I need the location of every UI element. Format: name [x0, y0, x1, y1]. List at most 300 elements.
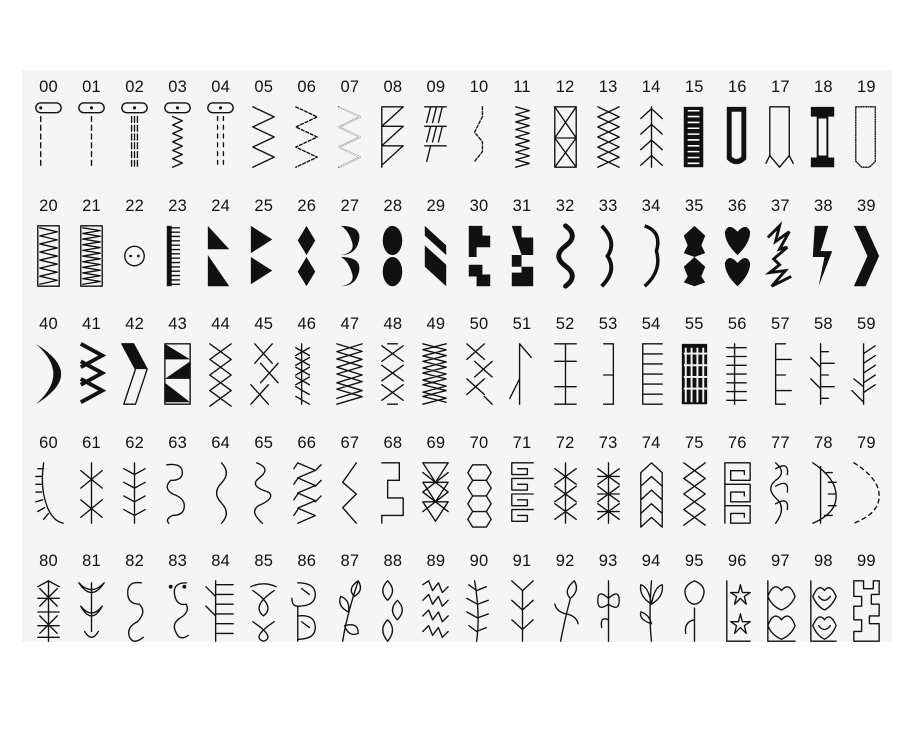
stitch-number: 55 — [684, 315, 704, 333]
stitch-number: 98 — [814, 552, 833, 570]
curl-vine-icon — [159, 576, 196, 648]
feather-zigzag-icon — [288, 458, 325, 530]
stitch-cell — [673, 552, 716, 652]
fan-comb-icon — [202, 576, 239, 648]
satin-block-icon — [504, 221, 541, 293]
stitch-cell — [27, 197, 70, 297]
stitch-number: 40 — [39, 315, 58, 333]
stitch-number: 87 — [340, 552, 360, 570]
satin-arrow-icon — [245, 221, 282, 293]
stitch-cell — [845, 315, 888, 415]
stitch-number: 23 — [168, 196, 188, 215]
stitch-number: 78 — [814, 433, 833, 452]
block-comb-stitch-icon — [676, 339, 713, 411]
tulip-bud-icon — [676, 576, 713, 648]
stitch-number: 64 — [211, 433, 231, 452]
button-sew-icon — [116, 221, 153, 293]
snowflake-stitch-icon — [547, 458, 584, 530]
stitch-cell — [630, 552, 673, 652]
triple-zigzag-icon — [331, 102, 368, 174]
buttonhole-keyhole-icon — [762, 102, 799, 174]
stitch-number: 36 — [727, 196, 747, 215]
stitch-number: 56 — [727, 315, 747, 333]
triple-straight-stitch-icon — [116, 102, 153, 174]
stitch-number: 92 — [555, 552, 575, 570]
stitch-number: 93 — [598, 552, 618, 570]
stitch-number: 43 — [168, 315, 188, 333]
feather-stitch-icon — [633, 102, 670, 174]
straight-left-stitch-icon — [30, 102, 67, 174]
basting-stitch-icon — [202, 102, 239, 174]
stitch-number: 90 — [469, 552, 489, 570]
stitch-cell — [285, 434, 328, 534]
stitch-number: 95 — [684, 552, 704, 570]
stitch-number: 68 — [383, 433, 403, 452]
buttonhole-round-icon — [719, 102, 756, 174]
stitch-number: 28 — [383, 196, 403, 215]
stitch-cell — [802, 78, 845, 178]
stitch-number: 22 — [125, 196, 144, 215]
zigzag-tree-icon — [417, 576, 454, 648]
ornate-heart-icon — [805, 576, 842, 648]
stitch-number: 15 — [684, 78, 704, 96]
stitch-cell — [716, 78, 759, 178]
stitch-number: 25 — [254, 196, 274, 215]
meander-icon — [504, 458, 541, 530]
zigzag-stitch-icon — [245, 102, 282, 174]
stitch-cell — [458, 315, 501, 415]
stitch-cell — [544, 78, 587, 178]
buttonhole-stretch-icon — [848, 102, 885, 174]
elastic-stitch-icon — [504, 102, 541, 174]
cross-overlock-stitch-icon — [590, 102, 627, 174]
fern-stitch-icon — [848, 339, 885, 411]
stitch-number: 70 — [469, 433, 489, 452]
stitch-cell — [27, 552, 70, 652]
stitch-number: 30 — [469, 196, 489, 215]
satin-diamond-icon — [288, 221, 325, 293]
stitch-cell — [371, 315, 414, 415]
stitch-number: 45 — [254, 315, 274, 333]
stitch-number: 67 — [340, 433, 360, 452]
wave-stitch-icon — [202, 458, 239, 530]
stitch-number: 72 — [555, 433, 575, 452]
offset-cross-icon — [461, 339, 498, 411]
chevron-line-icon — [331, 458, 368, 530]
heart-pair-icon — [762, 576, 799, 648]
stitch-number: 03 — [168, 78, 188, 96]
zigzag-bar-icon — [30, 221, 67, 293]
stitch-number: 12 — [555, 78, 575, 96]
curved-fringe-icon — [30, 458, 67, 530]
stitch-cell — [414, 197, 457, 297]
stitch-cell — [759, 434, 802, 534]
stitch-cell — [673, 78, 716, 178]
satin-arc-icon — [30, 339, 67, 411]
stitch-number: 27 — [340, 196, 360, 215]
stitch-number: 17 — [770, 78, 790, 96]
stitch-cell — [587, 434, 630, 534]
stitch-number: 49 — [426, 315, 446, 333]
stitch-number: 53 — [598, 315, 618, 333]
stitch-cell — [328, 315, 371, 415]
stitch-cell — [544, 552, 587, 652]
stitch-number: 16 — [727, 78, 747, 96]
stitch-cell — [242, 315, 285, 415]
serpentine-stitch-icon — [159, 458, 196, 530]
stitch-cell — [328, 78, 371, 178]
stitch-number: 89 — [426, 552, 446, 570]
stitch-number: 99 — [857, 552, 876, 570]
stitch-cell — [371, 434, 414, 534]
stitch-number: 05 — [254, 78, 274, 96]
triangle-block-icon — [159, 339, 196, 411]
stitch-number: 73 — [598, 433, 618, 452]
stitch-cell — [156, 78, 199, 178]
stitch-cell — [716, 434, 759, 534]
satin-step-icon — [461, 221, 498, 293]
stitch-cell — [156, 315, 199, 415]
stitch-cell — [199, 552, 242, 652]
stitch-cell — [759, 552, 802, 652]
stitch-number: 61 — [82, 433, 101, 452]
flower-fan-icon — [73, 576, 110, 648]
arrow-fern-icon — [504, 576, 541, 648]
stitch-cell — [242, 552, 285, 652]
stitch-number: 29 — [426, 196, 446, 215]
triangle-cross-icon — [417, 458, 454, 530]
leaf-vine-icon — [762, 458, 799, 530]
buttonhole-square-icon — [676, 102, 713, 174]
stitch-cell — [285, 315, 328, 415]
stem-stitch-icon — [159, 102, 196, 174]
bow-knot-icon — [245, 576, 282, 648]
stitch-number: 11 — [513, 78, 531, 96]
stitch-number: 02 — [125, 78, 144, 96]
stitch-cell — [673, 197, 716, 297]
stitch-cell — [113, 552, 156, 652]
star-stitch-icon — [73, 458, 110, 530]
stitch-number: 58 — [814, 315, 833, 333]
stitch-cell — [716, 552, 759, 652]
stitch-number: 65 — [254, 433, 274, 452]
stitch-cell — [544, 315, 587, 415]
stitch-cell — [630, 434, 673, 534]
stitch-number: 80 — [39, 552, 58, 570]
stitch-cell — [156, 434, 199, 534]
stitch-cell — [27, 434, 70, 534]
spine-stitch-icon — [719, 339, 756, 411]
stitch-cell — [414, 552, 457, 652]
stitch-cell — [501, 434, 544, 534]
stitch-cell — [458, 78, 501, 178]
stitch-cell — [501, 78, 544, 178]
stitch-number: 84 — [211, 552, 231, 570]
darning-stitch-icon — [159, 221, 196, 293]
stitch-number: 37 — [770, 196, 790, 215]
stitch-cell — [70, 552, 113, 652]
zigzag-wave-icon — [245, 458, 282, 530]
stitch-cell — [716, 315, 759, 415]
spiral-key-icon — [719, 458, 756, 530]
long-comb-stitch-icon — [762, 339, 799, 411]
blind-hem-stitch-icon — [374, 102, 411, 174]
stitch-number: 86 — [297, 552, 317, 570]
stitch-cell — [544, 197, 587, 297]
stitch-number: 91 — [512, 552, 532, 570]
stitch-cell — [199, 197, 242, 297]
stitch-number: 79 — [857, 433, 876, 452]
stitch-cell — [845, 78, 888, 178]
stitch-number: 75 — [684, 433, 704, 452]
stitch-number: 77 — [770, 433, 790, 452]
stitch-number: 01 — [82, 78, 101, 96]
stitch-cell — [845, 552, 888, 652]
stitch-cell — [285, 197, 328, 297]
stitch-cell — [458, 434, 501, 534]
stitch-number: 69 — [426, 433, 446, 452]
dense-snowflake-icon — [590, 458, 627, 530]
stitch-number: 34 — [641, 196, 661, 215]
satin-wave-icon — [547, 221, 584, 293]
stitch-number: 46 — [297, 315, 317, 333]
stitch-cell — [802, 552, 845, 652]
stitch-cell — [630, 315, 673, 415]
satin-curve-icon — [633, 221, 670, 293]
stitch-cell — [156, 197, 199, 297]
stitch-number: 41 — [82, 315, 101, 333]
stitch-cell — [414, 78, 457, 178]
stitch-cell — [802, 315, 845, 415]
tree-stitch-icon — [116, 458, 153, 530]
arrow-up-stitch-icon — [504, 339, 541, 411]
branch-stitch-icon — [805, 339, 842, 411]
stitch-number: 88 — [383, 552, 403, 570]
stitch-number: 60 — [39, 433, 58, 452]
satin-bar-icon — [73, 221, 110, 293]
satin-double-heart-icon — [719, 221, 756, 293]
stitch-cell — [70, 197, 113, 297]
stitch-number: 57 — [770, 315, 790, 333]
stitch-cell — [199, 434, 242, 534]
stitch-number: 50 — [469, 315, 489, 333]
stitch-number: 09 — [426, 78, 446, 96]
satin-heart-icon — [676, 221, 713, 293]
stitch-cell — [587, 78, 630, 178]
stitch-cell — [285, 552, 328, 652]
stitch-number: 07 — [340, 78, 360, 96]
stitch-cell — [242, 434, 285, 534]
satin-scallop-icon — [590, 221, 627, 293]
stitch-number: 31 — [512, 196, 532, 215]
stitch-number: 10 — [469, 78, 489, 96]
stitch-number: 04 — [211, 78, 231, 96]
double-cross-icon — [374, 339, 411, 411]
stitch-cell — [113, 434, 156, 534]
stitch-number: 39 — [857, 196, 876, 215]
bracket-stitch-icon — [590, 339, 627, 411]
stitch-cell — [845, 197, 888, 297]
cross-stitch-icon — [202, 339, 239, 411]
stitch-cell — [501, 552, 544, 652]
stitch-cell — [371, 552, 414, 652]
greek-key-icon — [374, 458, 411, 530]
straight-center-stitch-icon — [73, 102, 110, 174]
stitch-pattern-chart — [22, 70, 892, 642]
stitch-cell — [242, 197, 285, 297]
stitch-cell — [113, 315, 156, 415]
castle-border-icon — [848, 576, 885, 648]
stitch-cell — [285, 78, 328, 178]
stitch-cell — [328, 552, 371, 652]
stitch-number: 54 — [641, 315, 661, 333]
stitch-cell — [630, 78, 673, 178]
stitch-cell — [414, 315, 457, 415]
stitch-cell — [371, 197, 414, 297]
stitch-cell — [458, 552, 501, 652]
stitch-cell — [501, 315, 544, 415]
stitch-number: 71 — [512, 433, 532, 452]
stitch-number: 94 — [641, 552, 661, 570]
stitch-number: 59 — [857, 315, 876, 333]
satin-zigzag-heart-icon — [762, 221, 799, 293]
stitch-number: 35 — [684, 196, 704, 215]
star-pair-icon — [719, 576, 756, 648]
stitch-cell — [673, 434, 716, 534]
stitch-number: 19 — [857, 78, 876, 96]
stitch-number: 51 — [512, 315, 532, 333]
stitch-cell — [414, 434, 457, 534]
leaf-bud-icon — [547, 576, 584, 648]
multi-step-zigzag-icon — [288, 102, 325, 174]
stitch-number: 38 — [814, 196, 833, 215]
stitch-number: 08 — [383, 78, 403, 96]
stitch-number: 62 — [125, 433, 144, 452]
stitch-cell — [458, 197, 501, 297]
leaf-pair-icon — [374, 576, 411, 648]
stitch-number: 66 — [297, 433, 317, 452]
stitch-cell — [501, 197, 544, 297]
overlock-stitch-icon — [547, 102, 584, 174]
stitch-number: 63 — [168, 433, 188, 452]
buttonhole-bartack-icon — [805, 102, 842, 174]
flower-stem-icon — [590, 576, 627, 648]
stitch-number: 83 — [168, 552, 188, 570]
heart-leaf-icon — [633, 576, 670, 648]
stitch-cell — [328, 197, 371, 297]
stitch-number: 00 — [39, 78, 58, 96]
stitch-cell — [242, 78, 285, 178]
stitch-number: 52 — [555, 315, 575, 333]
stitch-cell — [587, 315, 630, 415]
stitch-number: 97 — [770, 552, 790, 570]
stitch-cell — [113, 197, 156, 297]
star-spine-icon — [30, 576, 67, 648]
outline-chevron-icon — [116, 339, 153, 411]
stitch-number: 48 — [383, 315, 403, 333]
stitch-cell — [802, 434, 845, 534]
stitch-number: 47 — [340, 315, 360, 333]
satin-lightning-icon — [805, 221, 842, 293]
stitch-number: 20 — [39, 196, 58, 215]
stretch-blind-hem-icon — [417, 102, 454, 174]
diamond-chain-icon — [676, 458, 713, 530]
stitch-cell — [802, 197, 845, 297]
spiral-s-icon — [116, 576, 153, 648]
honeycomb-icon — [461, 458, 498, 530]
stitch-cell — [156, 552, 199, 652]
satin-chevron-icon — [848, 221, 885, 293]
stitch-number: 14 — [641, 78, 661, 96]
stitch-cell — [27, 315, 70, 415]
stitch-number: 42 — [125, 315, 144, 333]
feather-cross-icon — [288, 339, 325, 411]
stitch-cell — [716, 197, 759, 297]
ladder-stitch-icon — [547, 339, 584, 411]
stitch-number: 24 — [211, 196, 231, 215]
triple-cross-icon — [417, 339, 454, 411]
arc-fringe-icon — [805, 458, 842, 530]
stitch-cell — [70, 434, 113, 534]
stitch-number: 21 — [82, 196, 101, 215]
arrow-stack-icon — [633, 458, 670, 530]
stitch-number: 74 — [641, 433, 661, 452]
stitch-number: 96 — [727, 552, 747, 570]
stitch-cell — [759, 315, 802, 415]
stitch-number: 13 — [598, 78, 618, 96]
stitch-number: 32 — [555, 196, 575, 215]
satin-triangle-icon — [202, 221, 239, 293]
stitch-number: 18 — [814, 78, 833, 96]
stitch-number: 33 — [598, 196, 618, 215]
stitch-number: 44 — [211, 315, 231, 333]
stitch-cell — [371, 78, 414, 178]
satin-chevron-stack-icon — [73, 339, 110, 411]
fern-branch-icon — [461, 576, 498, 648]
satin-crescent-icon — [331, 221, 368, 293]
stitch-cell — [328, 434, 371, 534]
stitch-number: 76 — [727, 433, 747, 452]
stitch-cell — [845, 434, 888, 534]
stitch-cell — [759, 197, 802, 297]
satin-oval-icon — [374, 221, 411, 293]
stitch-number: 81 — [82, 552, 101, 570]
dense-cross-icon — [331, 339, 368, 411]
stitch-number: 06 — [297, 78, 317, 96]
stitch-cell — [70, 78, 113, 178]
shell-tuck-stitch-icon — [461, 102, 498, 174]
comb-stitch-icon — [633, 339, 670, 411]
stitch-number: 82 — [125, 552, 144, 570]
stitch-cell — [113, 78, 156, 178]
stitch-cell — [673, 315, 716, 415]
stitch-cell — [587, 552, 630, 652]
satin-slant-icon — [417, 221, 454, 293]
stitch-cell — [199, 78, 242, 178]
stitch-cell — [759, 78, 802, 178]
stitch-cell — [70, 315, 113, 415]
dashed-arc-icon — [848, 458, 885, 530]
stitch-cell — [199, 315, 242, 415]
stitch-cell — [630, 197, 673, 297]
stitch-cell — [544, 434, 587, 534]
stitch-number: 85 — [254, 552, 274, 570]
zigzag-cross-icon — [245, 339, 282, 411]
tulip-icon — [288, 576, 325, 648]
leaf-stem-icon — [331, 576, 368, 648]
stitch-cell — [27, 78, 70, 178]
stitch-cell — [587, 197, 630, 297]
